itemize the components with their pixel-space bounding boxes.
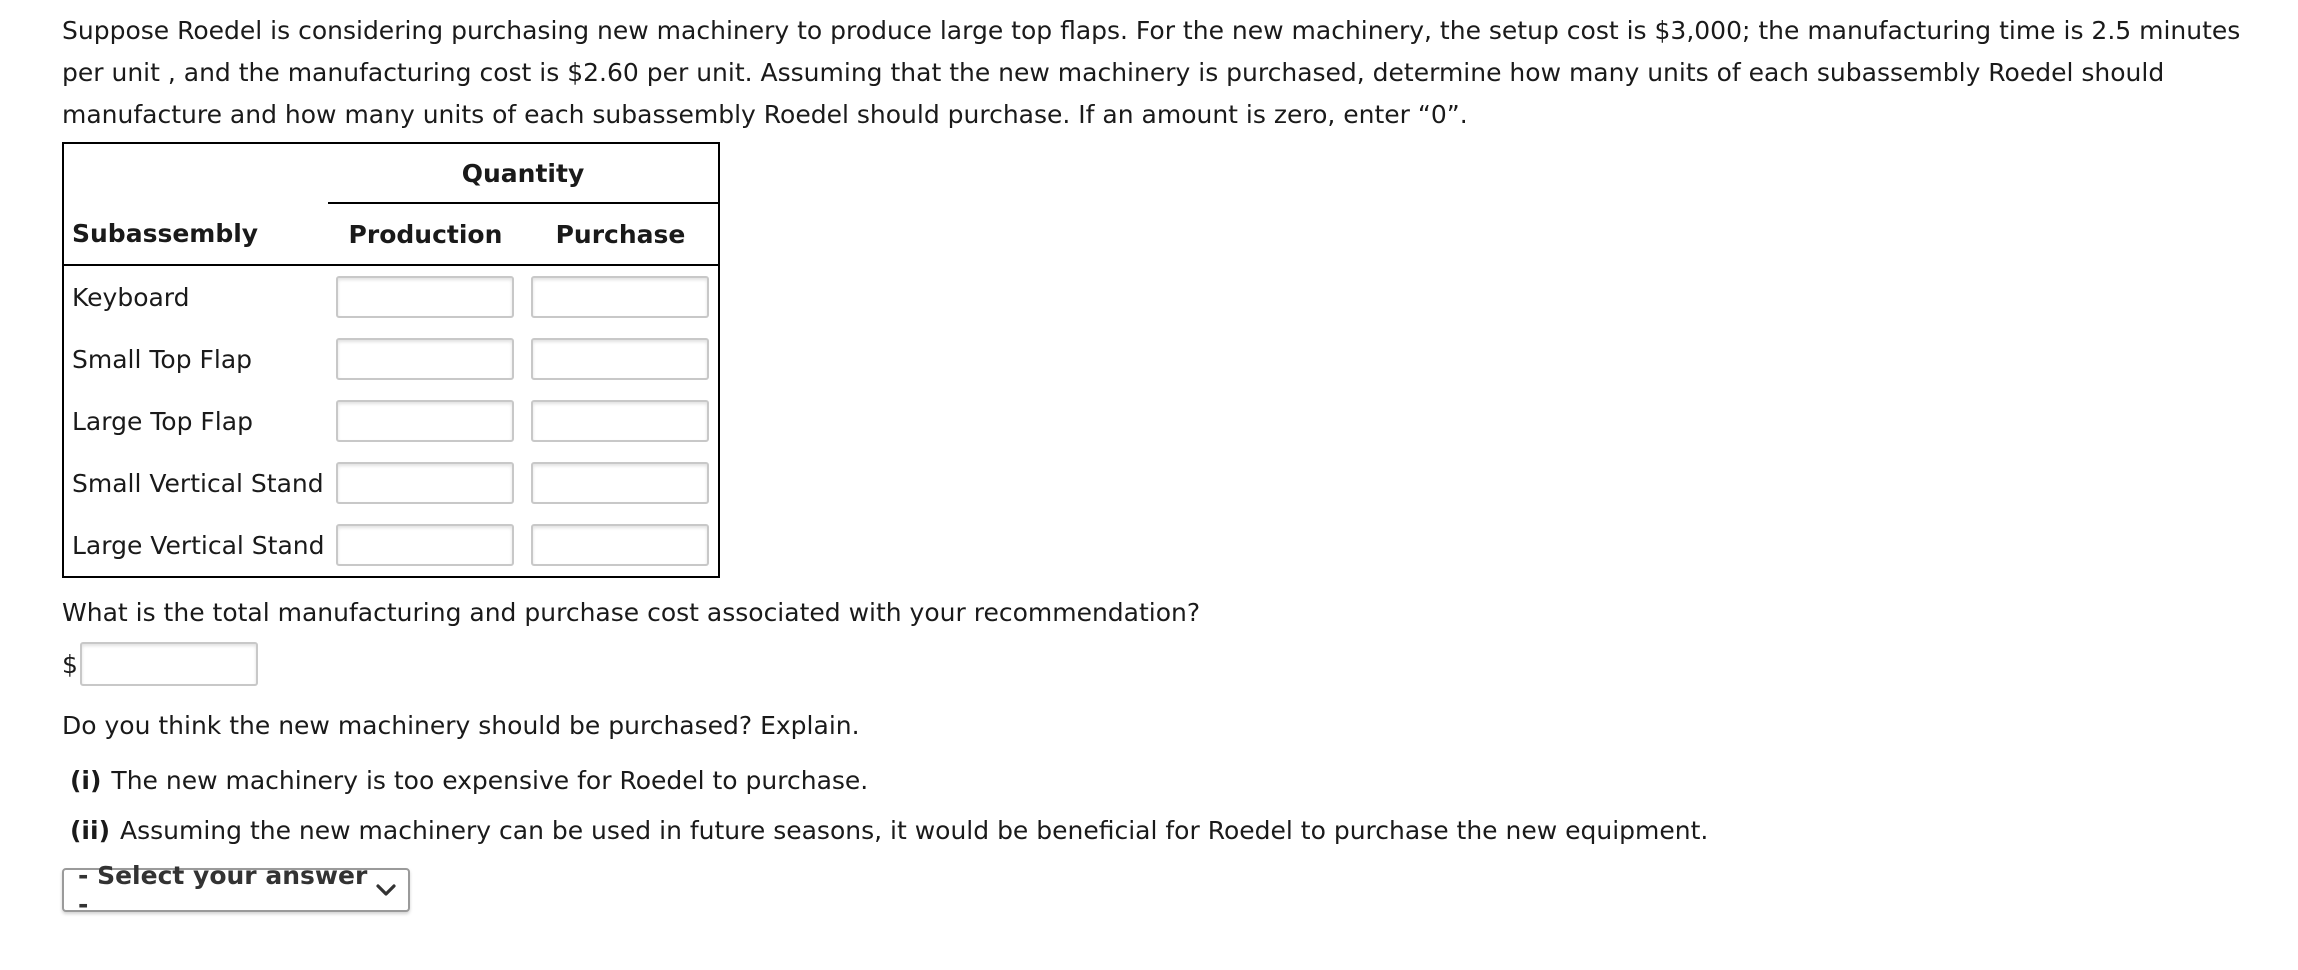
answer-select-value: - Select your answer - [78,861,368,919]
large-vertical-stand-production-input[interactable] [336,524,514,566]
large-top-flap-production-input[interactable] [336,400,514,442]
total-cost-question: What is the total manufacturing and purchase cost associated with your recommendation? [62,598,1201,627]
question-statement: Suppose Roedel is considering purchasing new machinery to produce large top flaps. For the new machinery, the setup cost is $3,000; the manufacturing time is 2.5 minutes per unit , and the manufacturing cost is $2.60 per unit. Assuming that the new machinery is purchased, determine how many units of each subassembly Roedel should manufacture and how many units of each subassembly Roedel should purchase. If an amount is zero, enter “0”. [62,16,2241,129]
question-body [10,10,2280,136]
large-vertical-stand-purchase-input[interactable] [531,524,709,566]
row-label-large-vertical-stand: Large Vertical Stand [72,530,325,560]
dollar-sign: $ [62,649,78,679]
answer-select[interactable] [62,861,410,919]
row-label-large-top-flap: Large Top Flap [72,406,253,436]
table-row [63,390,719,452]
subassembly-header: Subassembly [63,203,328,265]
option-i-text: The new machinery is too expensive for Roedel to purchase. [111,766,869,795]
row-label-small-top-flap: Small Top Flap [72,344,253,374]
keyboard-purchase-input[interactable] [531,276,709,318]
small-vertical-stand-production-input[interactable] [336,462,514,504]
table-row [63,265,719,328]
chevron-down-icon [374,878,398,902]
option-ii-label: (ii) [70,816,110,845]
purchase-header: Purchase [523,203,719,265]
total-cost-input[interactable] [80,642,258,686]
subassembly-table [62,142,720,578]
explain-question: Do you think the new machinery should be purchased? Explain. [62,711,860,740]
large-top-flap-purchase-input[interactable] [531,400,709,442]
small-vertical-stand-purchase-input[interactable] [531,462,709,504]
row-label-small-vertical-stand: Small Vertical Stand [72,468,324,498]
table-row [63,328,719,390]
option-ii-text: Assuming the new machinery can be used in future seasons, it would be beneficial for Roedel to purchase the new equipment. [120,816,1709,845]
keyboard-production-input[interactable] [336,276,514,318]
question-label [10,10,62,52]
quantity-header: Quantity [328,143,719,203]
small-top-flap-purchase-input[interactable] [531,338,709,380]
small-top-flap-production-input[interactable] [336,338,514,380]
option-ii [70,810,1708,852]
row-label-keyboard: Keyboard [72,282,190,312]
table-row [63,452,719,514]
table-row [63,514,719,577]
production-header: Production [328,203,523,265]
option-i-label: (i) [70,766,102,795]
table-corner [63,143,328,203]
option-i [70,760,868,802]
question-text [10,10,2280,136]
total-cost-line [62,642,258,686]
